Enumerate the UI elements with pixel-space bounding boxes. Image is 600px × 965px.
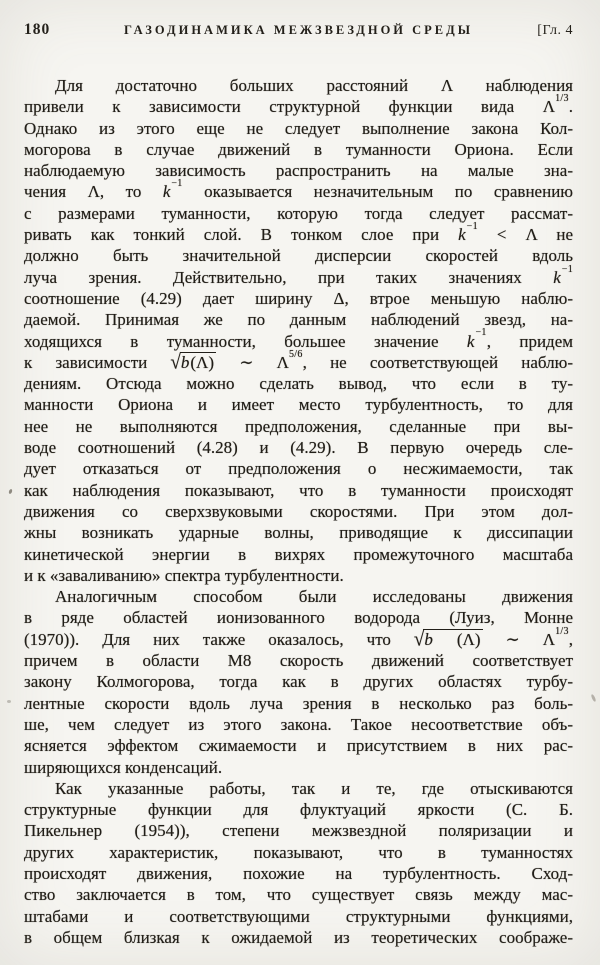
- text-line: Однако из этого еще не следует выполнение закона Кол-: [24, 118, 573, 138]
- text-line: луча зрения. Действительно, при таких значениях $k^{-1}$: [24, 263, 573, 287]
- math-variable: k: [553, 267, 561, 287]
- text-line: в общем близкая к ожидаемой из теоретических соображе-: [24, 927, 573, 947]
- superscript: 5/6: [288, 348, 303, 360]
- text-line: ривать как тонкий слой. В тонком слое при $k^{-1} < \Lambda$ не: [24, 220, 573, 245]
- text-line: ство заключается в том, что существует связь между мас-: [24, 885, 573, 905]
- text-line: движения со сверхзвуковыми скоростями. При этом дол-: [24, 501, 573, 521]
- superscript: −1: [561, 263, 573, 275]
- page-body: [0, 75, 600, 948]
- text-line: должно быть значительной дисперсии скоростей вдоль: [24, 246, 573, 266]
- text-line: к зависимости √b(Λ) ∼ $\Lambda^{5/6}$, не соответствующей наблю-: [24, 348, 573, 374]
- text-line: Как указанные работы, так и те, где отыскиваются: [55, 778, 573, 798]
- text-line: (1970)). Для них также оказалось, что √b (Λ) ∼ $\Lambda^{1/3}$,: [24, 625, 573, 651]
- text-line: причем в области М8 скорость движений соответствует: [24, 651, 573, 671]
- text-line: происходят движения, похожие на турбулентность. Сход-: [24, 863, 573, 883]
- text-line: Для достаточно больших расстояний Λ наблюдения: [55, 76, 573, 95]
- superscript: 1/3: [555, 625, 569, 637]
- text-line: ше, чем следует из этого закона. Такое несоответствие объ-: [24, 714, 573, 734]
- text-line: ширяющихся конденсаций.: [24, 757, 223, 777]
- radical-sign: √: [170, 351, 181, 374]
- text-line: дениям. Отсюда можно сделать вывод, что если в ту-: [24, 374, 573, 394]
- text-line: воде соотношений (4.28) и (4.29). В первую очередь сле-: [24, 438, 573, 458]
- text-line: дует отказаться от предположения о несжимаемости, так: [24, 459, 573, 479]
- superscript: −1: [466, 220, 478, 232]
- superscript: 1/3: [555, 93, 569, 105]
- text-line: чения Λ, то $k^{-1}$ оказывается незначительным по сравнению: [24, 178, 573, 202]
- running-title: ГАЗОДИНАМИКА МЕЖЗВЕЗДНОЙ СРЕДЫ: [123, 23, 474, 37]
- text-line: ясняется эффектом сжимаемости и присутствием в них рас-: [24, 736, 573, 756]
- sqrt-expression: [413, 627, 483, 651]
- text-line: манности Ориона и имеет место турбулентность, то для: [24, 395, 573, 415]
- text-line: жны возникать ударные волны, приводящие к диссипации: [24, 523, 573, 543]
- page-number: 180: [24, 21, 51, 38]
- math-variable: k: [162, 182, 171, 202]
- text-line: структурные функции для флуктуаций яркости (С. Б.: [24, 800, 573, 820]
- text-line: могорова в случае движений в туманности Ориона. Если: [24, 139, 573, 159]
- text-line: других характеристик, показывают, что в туманностях: [24, 842, 573, 862]
- vinculum-content: b (Λ): [424, 629, 481, 649]
- text-line: привели к зависимости структурной функции вида $\Lambda^{1/3}$.: [24, 93, 573, 117]
- text-line: с размерами туманности, которую тогда следует рассмат-: [24, 203, 573, 223]
- text-line: Пикельнер (1954)), степени межзвездной поляризации и: [24, 821, 573, 841]
- text-line: нее не выполняются предположения, сделанные при вы-: [24, 416, 573, 436]
- text-line: и к «заваливанию» спектра турбулентности.: [24, 565, 344, 585]
- radical-sign: √: [413, 627, 425, 651]
- superscript: −1: [475, 327, 487, 339]
- math-variable: b: [424, 629, 433, 649]
- text-line: ходящихся в туманности, большее значение $k^{-1}$, придем: [24, 327, 574, 351]
- math-variable: k: [466, 331, 475, 351]
- page-header: [0, 0, 600, 39]
- text-line: лентные скорости вдоль луча зрения в несколько раз боль-: [24, 693, 573, 713]
- text-line: Аналогичным способом были исследованы движения: [55, 587, 573, 607]
- text-line: кинетической энергии в вихрях промежуточного масштаба: [24, 544, 573, 564]
- text-line: в ряде областей ионизованного водорода (Луиз, Монне: [24, 608, 573, 628]
- text-line: закону Колмогорова, тогда как в других областях турбу-: [24, 672, 573, 692]
- paragraph: [24, 778, 573, 948]
- vinculum-content: b(Λ): [180, 352, 215, 372]
- text-line: даемой. Принимая же по данным наблюдений звезд, на-: [24, 310, 573, 330]
- text-line: наблюдаемую зависимость распространить на малые зна-: [24, 161, 573, 181]
- paragraph: [24, 75, 573, 586]
- math-variable: k: [458, 225, 466, 245]
- superscript: −1: [171, 178, 183, 190]
- math-variable: b: [180, 352, 190, 372]
- sqrt-expression: [170, 353, 216, 372]
- text-line: соотношение (4.29) дает ширину Δ, втрое меньшую наблю-: [24, 288, 573, 308]
- chapter-label: [Гл. 4: [537, 23, 573, 38]
- paragraph: [24, 586, 573, 778]
- text-line: как наблюдения показывают, что в туманности происходят: [24, 480, 573, 500]
- text-line: штабами и соответствующими структурными функциями,: [24, 906, 573, 926]
